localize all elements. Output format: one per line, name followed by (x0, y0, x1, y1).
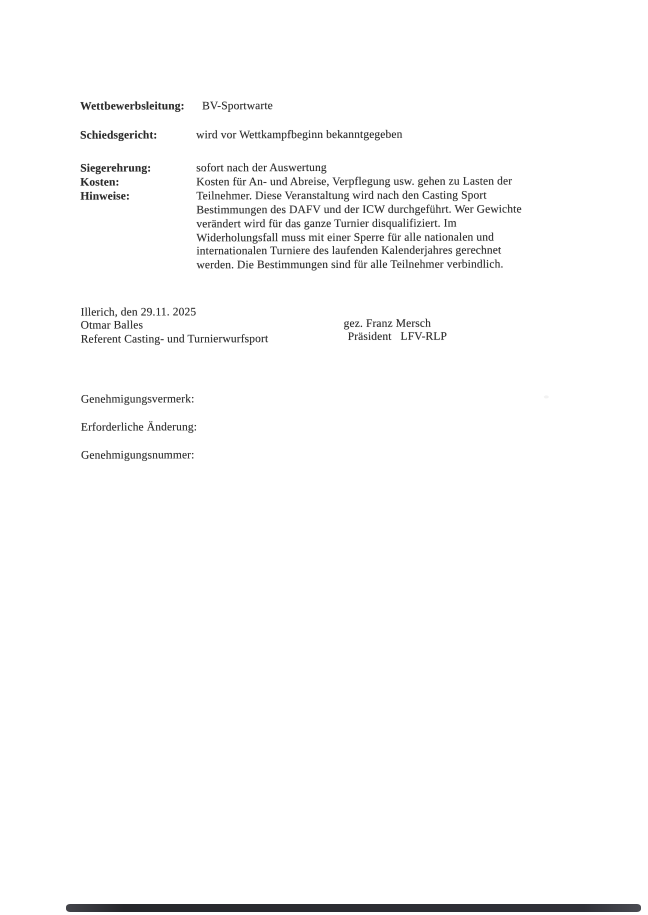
signer-left-name: Otmar Balles (80, 319, 144, 333)
signature-left-column (81, 306, 269, 347)
signer-right-name: gez. Franz Mersch (343, 317, 431, 330)
approval-vermerk-label: Genehmigungsvermerk: (80, 393, 195, 406)
paragraph-line: internationalen Turniere des laufenden Kalenderjahres gerechnet (196, 244, 502, 258)
paragraph-line: werden. Die Bestimmungen sind für alle Teilnehmer verbindlich. (196, 258, 504, 272)
field-value-schiedsgericht: wird vor Wettkampfbeginn bekanntgegeben (196, 128, 403, 142)
scan-artifact-bottom-bar (66, 904, 641, 912)
approval-nummer-label: Genehmigungsnummer: (80, 449, 195, 462)
field-label-siegerehrung: Siegerehrung: (80, 162, 152, 175)
place-date: Illerich, den 29.11. 2025 (80, 306, 197, 319)
field-value-paragraph (196, 161, 586, 273)
approval-aenderung-label: Erforderliche Änderung: (80, 421, 198, 434)
paragraph-line: Kosten für An- und Abreise, Verpflegung usw. gehen zu Lasten der (196, 175, 513, 189)
paragraph-line: Bestimmungen des DAFV und der ICW durchgeführt. Wer Gewichte (196, 203, 522, 217)
signer-right-title: Präsident LFV-RLP (347, 330, 447, 343)
field-label-schiedsgericht: Schiedsgericht: (80, 129, 158, 142)
paragraph-line: Widerholungsfall muss mit einer Sperre für alle nationalen und (196, 231, 495, 244)
signer-left-title: Referent Casting- und Turnierwurfsport (80, 332, 269, 346)
paragraph-line: verändert wird für das ganze Turnier disqualifiziert. Im (196, 217, 457, 230)
field-label-hinweise: Hinweise: (80, 190, 130, 203)
field-value-wettbewerbsleitung: BV-Sportwarte (202, 100, 273, 113)
field-label-wettbewerbsleitung: Wettbewerbsleitung: (80, 100, 185, 113)
field-label-group (80, 162, 151, 204)
field-label-kosten: Kosten: (80, 176, 120, 189)
paragraph-line: Teilnehmer. Diese Veranstaltung wird nach den Casting Sport (196, 189, 487, 203)
paragraph-line: sofort nach der Auswertung (196, 161, 327, 175)
scan-speck (544, 395, 549, 398)
